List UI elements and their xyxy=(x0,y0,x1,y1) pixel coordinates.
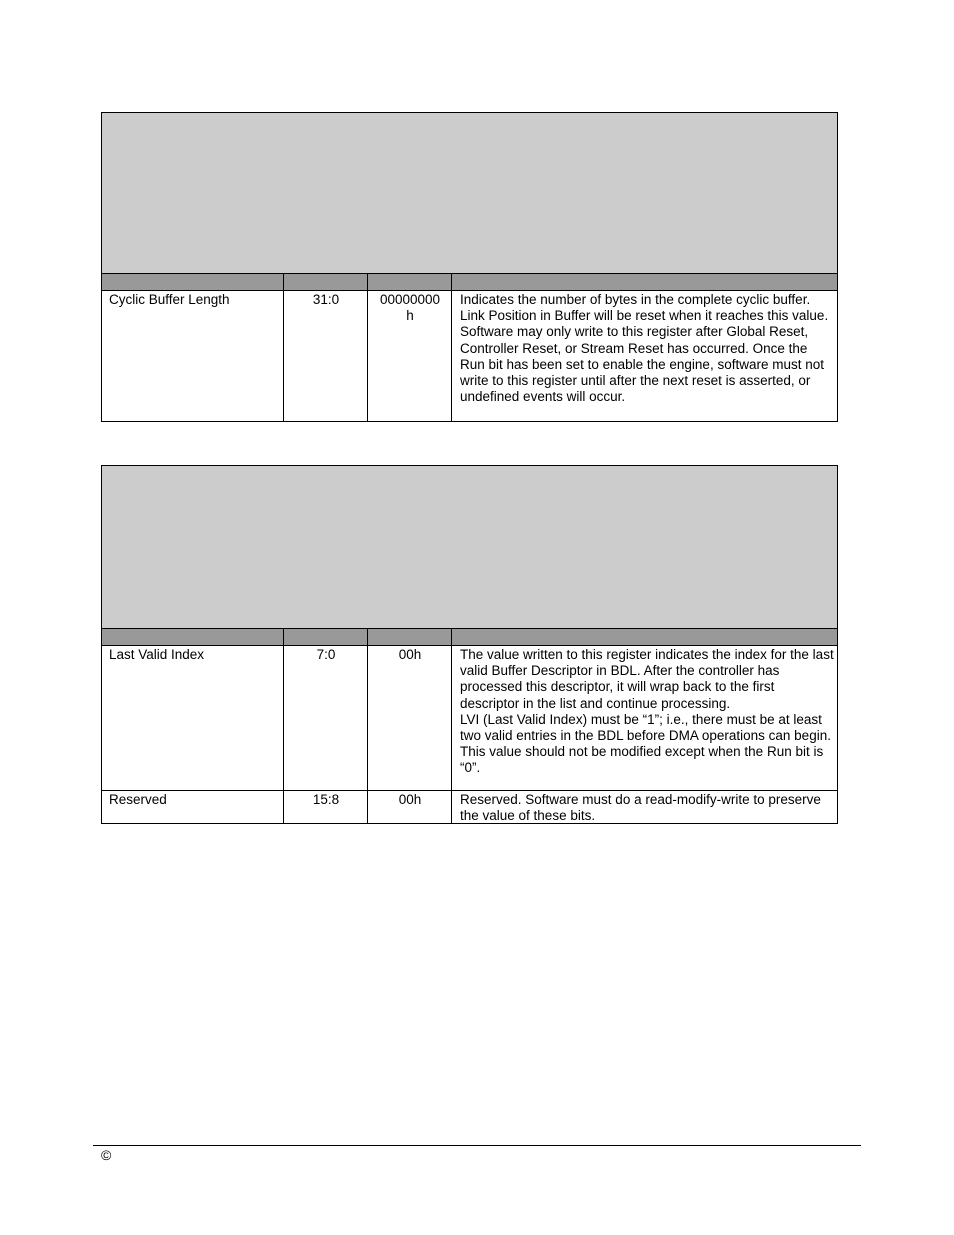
description-paragraph: Link Position in Buffer will be reset when it reaches this value. xyxy=(460,308,829,324)
register-header-block xyxy=(102,466,837,629)
description-paragraph: Reserved. Software must do a read-modify-write to preserve the value of these bits. xyxy=(460,792,821,824)
description-paragraph: This value should not be modified except when the Run bit is “0”. xyxy=(460,744,824,776)
field-reset-value-text: 00000000h xyxy=(379,292,441,324)
description-paragraph: Software may only write to this register after Global Reset, Controller Reset, or Stream Reset has occurred. Once the Run bit has been set to enable the engine, software must not write to this register until after the next reset is asserted, or undefined events will occur. xyxy=(460,324,824,405)
column-header-row xyxy=(102,629,837,646)
field-reset-value xyxy=(368,292,452,324)
register-header-block xyxy=(102,113,837,274)
description-paragraph: LVI (Last Valid Index) must be “1”; i.e., there must be at least two valid entries in the BDL before DMA operations can begin. xyxy=(460,711,831,744)
copyright-symbol: © xyxy=(101,1147,112,1163)
field-description xyxy=(460,292,834,405)
field-reset-value: 00h xyxy=(398,647,422,662)
field-description xyxy=(460,647,834,777)
field-name: Last Valid Index xyxy=(109,647,205,662)
column-header-row xyxy=(102,274,837,291)
field-bits: 15:8 xyxy=(312,792,340,807)
description-paragraph: The value written to this register indicates the index for the last valid Buffer Descriptor in BDL. After the controller has processed this descriptor, it will wrap back to the first descriptor in the list and continue processing. xyxy=(460,647,834,711)
register-table-cyclic-buffer-length xyxy=(101,112,838,422)
register-table-last-valid-index xyxy=(101,465,838,824)
field-name: Cyclic Buffer Length xyxy=(109,292,230,307)
field-bits: 7:0 xyxy=(316,647,336,662)
description-paragraph: Indicates the number of bytes in the complete cyclic buffer. xyxy=(460,292,811,307)
field-bits: 31:0 xyxy=(312,292,340,307)
table-row xyxy=(102,647,837,791)
field-description xyxy=(460,792,834,824)
footer-rule xyxy=(93,1145,861,1146)
field-reset-value: 00h xyxy=(398,792,422,807)
field-name: Reserved xyxy=(109,792,167,807)
